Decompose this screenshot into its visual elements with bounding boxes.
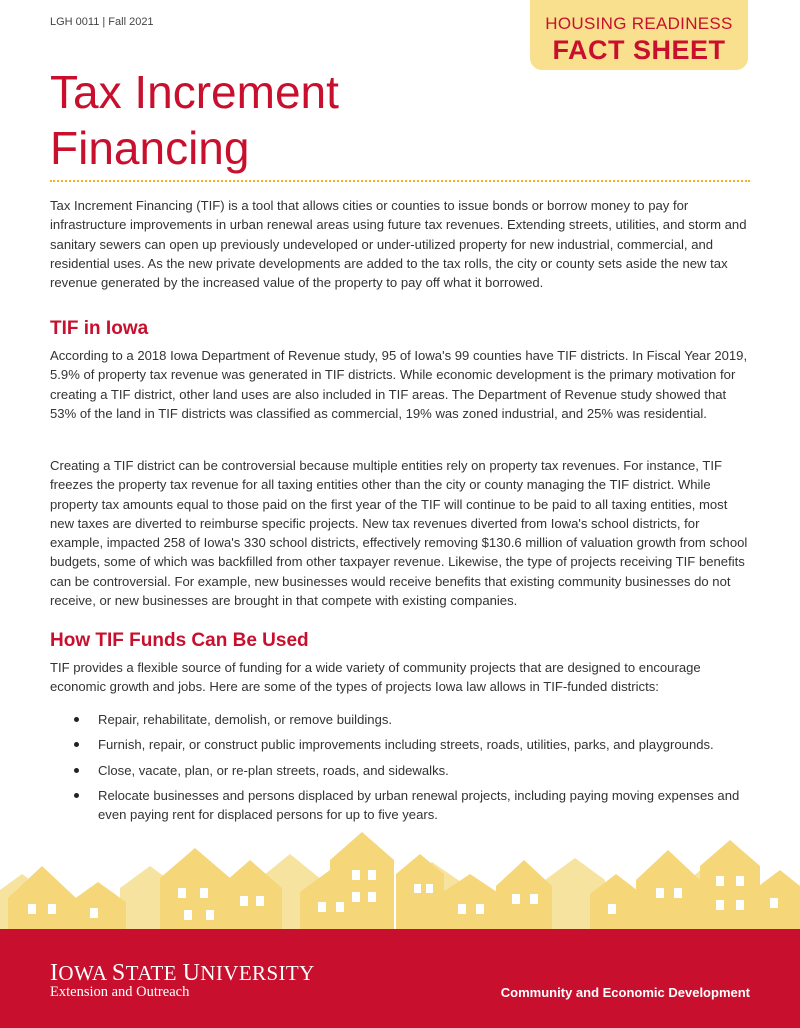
list-item-text: Close, vacate, plan, or re-plan streets, roads, and sidewalks. [98,762,449,778]
isu-wordmark-part-1: OWA [58,961,112,985]
fact-sheet-badge [530,0,748,70]
list-item [72,710,752,729]
list-item [72,761,752,780]
footer-band [0,929,800,1028]
program-unit-label: Community and Economic Development [500,985,750,1000]
dotted-divider [50,180,750,182]
isu-wordmark-initial-3: U [182,960,201,986]
section-heading-tif-in-iowa: TIF in Iowa [50,318,149,339]
badge-series-label: HOUSING READINESS [545,14,733,33]
list-item-text: Relocate businesses and persons displaced by urban renewal projects, including paying moving expenses and even paying rent for displaced persons for up to five years. [98,787,740,823]
list-item [72,786,752,825]
tif-uses-list [72,710,752,830]
isu-wordmark-part-2: TATE [125,961,183,985]
houses-skyline-illustration [0,830,800,934]
badge-type-label: FACT SHEET [552,35,726,65]
bullet-icon [74,793,79,798]
tif-iowa-paragraph-1: According to a 2018 Iowa Department of Revenue study, 95 of Iowa's 99 counties have TIF districts. In Fiscal Year 2019, 5.9% of property tax revenue was generated in TIF districts. While economic development is the primary motivation for creating a TIF district, other land uses are also included in TIF areas. The Department of Revenue study showed that 53% of the land in TIF districts was classified as commercial, 19% was zoned industrial, and 25% was residential. [50,348,748,421]
isu-wordmark-initial-2: S [111,960,126,986]
title-line-2: Financing [50,122,250,174]
list-item-text: Furnish, repair, or construct public improvements including streets, roads, utilities, parks, and playgrounds. [98,737,714,753]
isu-wordmark [50,960,315,987]
document-code: LGH 0011 | Fall 2021 [50,16,154,28]
page-title [50,64,530,176]
tif-funds-intro: TIF provides a flexible source of funding for a wide variety of community projects that are designed to encourage economic growth and jobs. Here are some of the types of projects Iowa law allows in TIF-funded districts: [50,660,701,695]
bullet-icon [74,717,79,722]
isu-wordmark-part-3: NIVERSITY [200,961,315,985]
tif-iowa-paragraph-2: Creating a TIF district can be controversial because multiple entities rely on property tax revenues. For instance, TIF freezes the property tax revenue for all taxing entities other than the city or county managing the TIF district. While property tax amounts equal to those paid on the first year of the TIF will continue to be paid to all taxing entities, most new taxes are diverted to reimburse specific projects. New tax revenues diverted from Iowa's school districts, for example, impacted 258 of Iowa's 330 school districts, effectively removing $130.6 million of valuation growth from school budgets, some of which was backfilled from other taxpayer revenue. Likewise, the type of projects receiving TIF benefits can be controversial. For example, new businesses would receive benefits that existing community businesses do not receive, or new businesses are brought in that compete with existing companies. [50,458,748,609]
section-heading-tif-funds: How TIF Funds Can Be Used [50,630,309,651]
list-item-text: Repair, rehabilitate, demolish, or remove buildings. [98,712,393,727]
bullet-icon [74,768,79,773]
intro-paragraph: Tax Increment Financing (TIF) is a tool that allows cities or counties to issue bonds or borrow money to pay for infrastructure improvements in urban renewal areas using future tax revenues. Extending streets, utilities, and storm and sanitary sewers can open up previously undeveloped or under-utilized property for new industrial, commercial, and residential uses. As the new private developments are added to the tax rolls, the city or county sets aside the new tax revenue generated by the increased value of the property to pay off what it borrowed. [50,198,747,291]
isu-subtitle: Extension and Outreach [50,984,190,1000]
title-line-1: Tax Increment [50,66,339,118]
isu-wordmark-initial-1: I [50,960,59,986]
bullet-icon [74,742,79,747]
list-item [72,735,752,754]
